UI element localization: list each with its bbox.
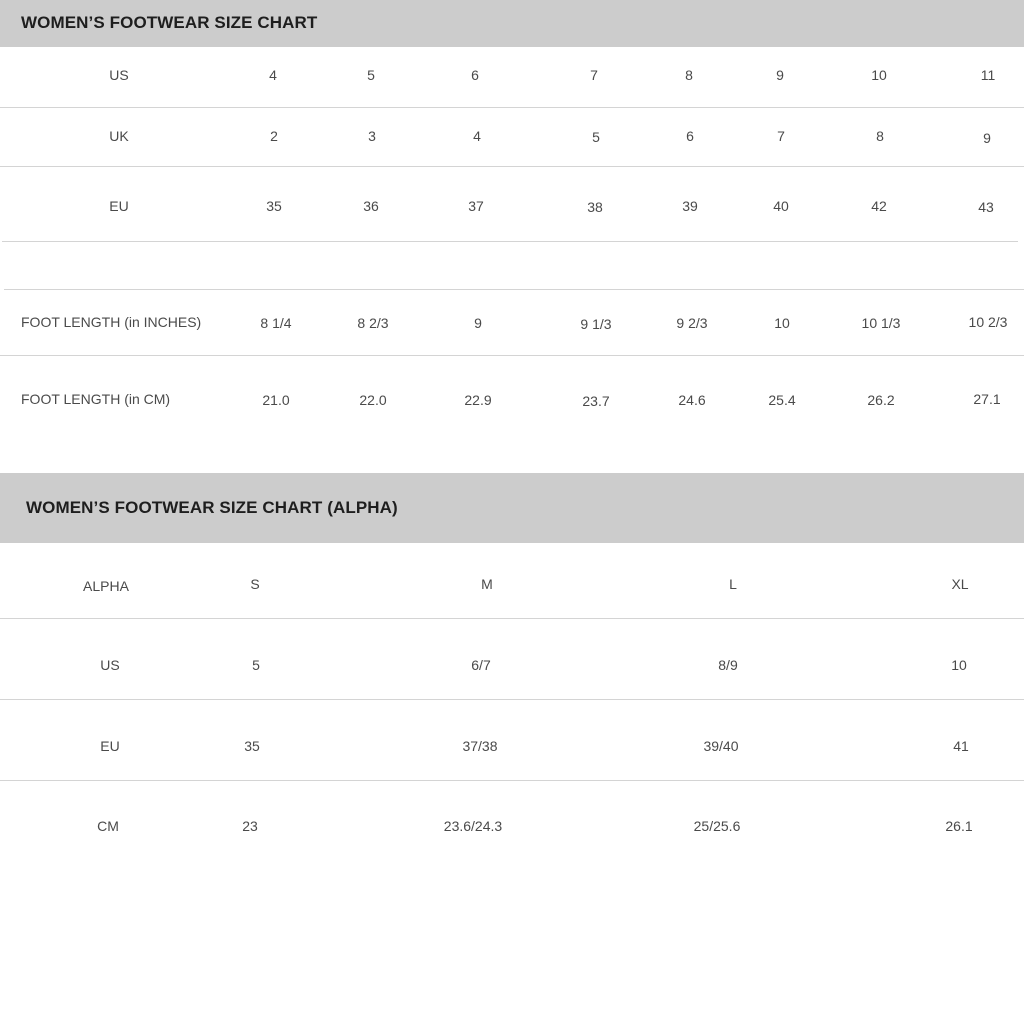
size-cell: 8 bbox=[685, 67, 693, 83]
size-chart-header bbox=[0, 0, 1024, 47]
size-cell: 8/9 bbox=[718, 657, 738, 673]
size-cell: L bbox=[729, 576, 737, 592]
size-cell: 10 bbox=[871, 67, 887, 83]
row-label: FOOT LENGTH (in CM) bbox=[21, 391, 171, 407]
size-cell: 43 bbox=[978, 199, 994, 215]
size-cell: 39/40 bbox=[703, 738, 739, 754]
row-label: US bbox=[100, 657, 120, 673]
row-label: EU bbox=[109, 198, 129, 214]
size-cell: 10 1/3 bbox=[861, 315, 901, 331]
size-cell: 4 bbox=[269, 67, 277, 83]
size-cell: 23 bbox=[242, 818, 258, 834]
size-cell: 22.0 bbox=[359, 392, 387, 408]
size-cell: 37/38 bbox=[462, 738, 498, 754]
size-cell: 11 bbox=[980, 67, 996, 83]
size-chart-title: WOMEN’S FOOTWEAR SIZE CHART bbox=[21, 13, 318, 32]
row-divider bbox=[0, 618, 1024, 619]
size-cell: 6 bbox=[471, 67, 479, 83]
size-cell: 26.1 bbox=[945, 818, 973, 834]
row-divider bbox=[0, 780, 1024, 781]
size-cell: 7 bbox=[590, 67, 598, 83]
size-cell: 9 2/3 bbox=[676, 315, 708, 331]
row-divider bbox=[0, 166, 1024, 167]
size-cell: 35 bbox=[244, 738, 260, 754]
size-cell: 21.0 bbox=[262, 392, 290, 408]
size-cell: 9 bbox=[983, 130, 991, 146]
row-label: ALPHA bbox=[83, 578, 129, 594]
size-cell: 22.9 bbox=[464, 392, 492, 408]
size-cell: 3 bbox=[368, 128, 376, 144]
size-cell: 7 bbox=[777, 128, 785, 144]
size-cell: 10 bbox=[951, 657, 967, 673]
size-cell: 39 bbox=[682, 198, 698, 214]
size-cell: 5 bbox=[252, 657, 260, 673]
size-cell: 42 bbox=[871, 198, 887, 214]
row-divider bbox=[4, 289, 1024, 290]
size-cell: 38 bbox=[587, 199, 603, 215]
size-cell: 9 bbox=[776, 67, 784, 83]
row-divider bbox=[0, 699, 1024, 700]
size-cell: M bbox=[481, 576, 493, 592]
size-cell: 10 2/3 bbox=[968, 314, 1008, 330]
size-cell: 5 bbox=[592, 129, 600, 145]
row-divider bbox=[0, 355, 1024, 356]
size-cell: 27.1 bbox=[973, 391, 1001, 407]
size-cell: 10 bbox=[774, 315, 790, 331]
size-cell: 8 2/3 bbox=[357, 315, 389, 331]
size-cell: 6 bbox=[686, 128, 694, 144]
row-divider bbox=[0, 107, 1024, 108]
row-label: CM bbox=[97, 818, 119, 834]
size-cell: 36 bbox=[363, 198, 379, 214]
row-divider bbox=[2, 241, 1018, 242]
row-label: US bbox=[109, 67, 129, 83]
size-cell: 37 bbox=[468, 198, 484, 214]
alpha-chart-title: WOMEN’S FOOTWEAR SIZE CHART (ALPHA) bbox=[26, 498, 398, 517]
size-cell: 5 bbox=[367, 67, 375, 83]
size-cell: 8 bbox=[876, 128, 884, 144]
size-cell: 9 1/3 bbox=[580, 316, 612, 332]
size-cell: S bbox=[250, 576, 260, 592]
size-cell: 25.4 bbox=[768, 392, 796, 408]
size-cell: 8 1/4 bbox=[260, 315, 292, 331]
size-cell: 23.7 bbox=[582, 393, 610, 409]
size-cell: 9 bbox=[474, 315, 482, 331]
size-cell: 40 bbox=[773, 198, 789, 214]
size-cell: 35 bbox=[266, 198, 282, 214]
size-cell: 24.6 bbox=[678, 392, 706, 408]
alpha-chart-header bbox=[0, 473, 1024, 543]
size-cell: 23.6/24.3 bbox=[443, 818, 503, 834]
size-cell: 2 bbox=[270, 128, 278, 144]
size-cell: 4 bbox=[473, 128, 481, 144]
row-label: EU bbox=[100, 738, 120, 754]
size-cell: XL bbox=[951, 576, 969, 592]
row-label: UK bbox=[109, 128, 129, 144]
size-cell: 25/25.6 bbox=[693, 818, 741, 834]
size-cell: 6/7 bbox=[471, 657, 491, 673]
row-label: FOOT LENGTH (in INCHES) bbox=[21, 314, 202, 330]
size-cell: 26.2 bbox=[867, 392, 895, 408]
size-cell: 41 bbox=[953, 738, 969, 754]
